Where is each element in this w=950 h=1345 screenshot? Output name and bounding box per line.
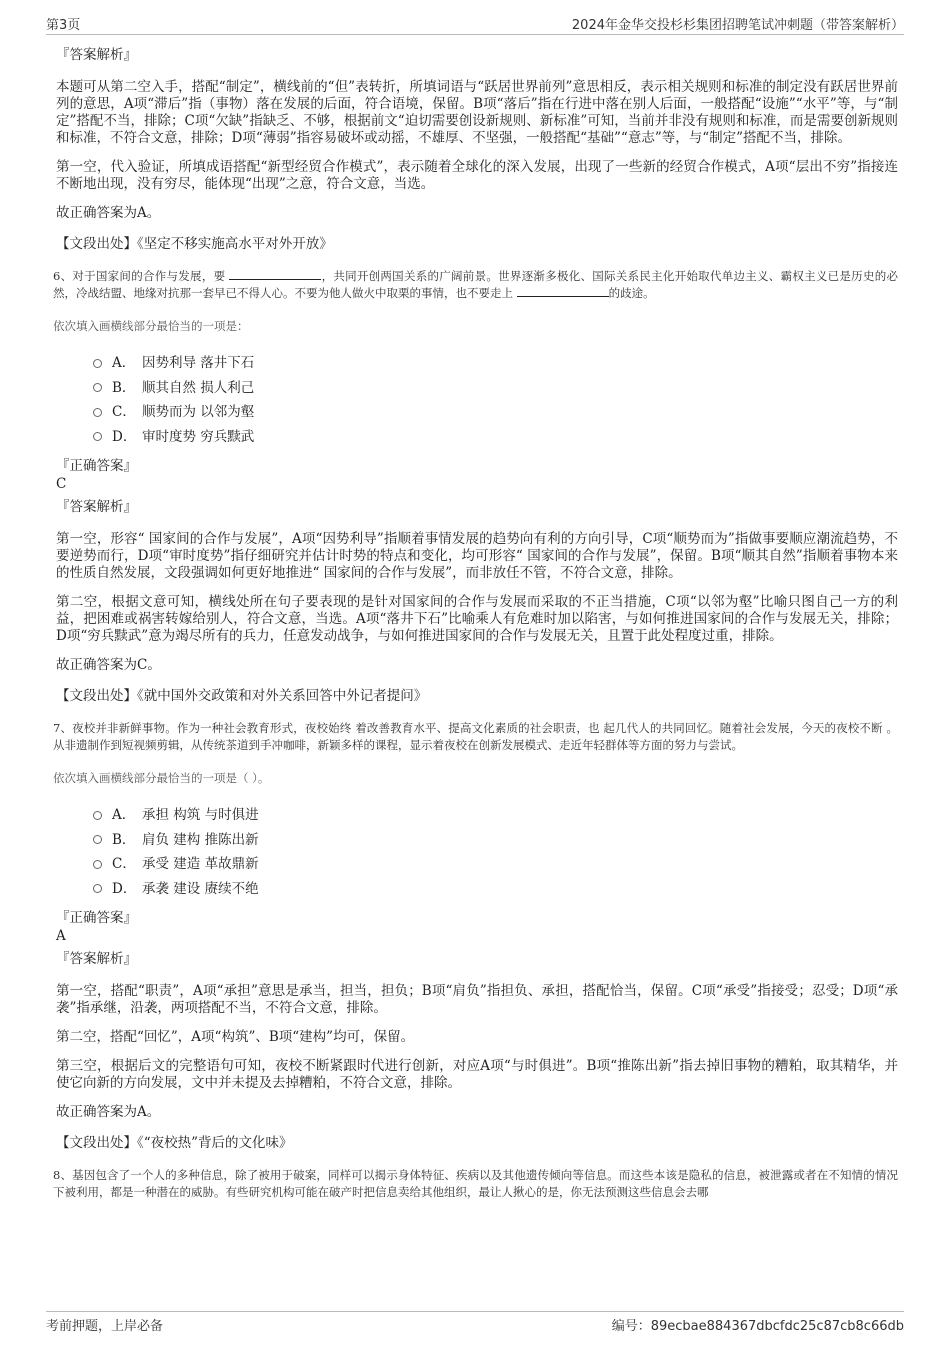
analysis-paragraph: 第一空，形容“ 国家间的合作与发展”，A项“因势利导”指顺着事情发展的趋势向有利的方向引导，C项“顺势而为”指做事要顺应潮流趋势，不要逆势而行，D项“审时度势”指仔细研究并估计时势的特点和变化，均可形容“ 国家间的合作与发展”，保留。B项“顺其自然”指顺着事物本来的性质自然发展，文段强调如何更好地推进“ 国家间的合作与发展”，而非放任不管，不符合文意，排除。 bbox=[56, 531, 898, 581]
question-7-prompt: 依次填入画横线部分最恰当的一项是（ ）。 bbox=[53, 771, 270, 785]
radio-icon[interactable] bbox=[93, 835, 102, 844]
option-a[interactable]: A． 因势利导 落井下石 bbox=[93, 351, 898, 376]
correct-answer: A bbox=[56, 928, 66, 944]
document-title: 2024年金华交投杉杉集团招聘笔试冲刺题（带答案解析） bbox=[571, 18, 904, 33]
radio-icon[interactable] bbox=[93, 359, 102, 368]
footer-slogan: 考前押题，上岸必备 bbox=[46, 1319, 164, 1334]
option-d[interactable]: D． 承袭 建设 赓续不绝 bbox=[93, 877, 898, 902]
question-6-options bbox=[93, 351, 898, 449]
analysis-label: 『答案解析』 bbox=[56, 47, 137, 63]
analysis-label: 『答案解析』 bbox=[56, 499, 137, 515]
source-citation: 【文段出处】《坚定不移实施高水平对外开放》 bbox=[56, 236, 333, 252]
page-number: 第3页 bbox=[46, 18, 81, 33]
analysis-paragraph: 第一空，代入验证，所填成语搭配“新型经贸合作模式”，表示随着全球化的深入发展，出现了一些新的经贸合作模式，A项“层出不穷”指接连不断地出现，没有穷尽，能体现“出现”之意，符合文意，当选。 bbox=[56, 159, 898, 192]
question-7-stem: 7、夜校并非新鲜事物。作为一种社会教育形式，夜校始终 着改善教育水平、提高文化素质的社会职责，也 起几代人的共同回忆。随着社会发展，今天的夜校不断 。从非遗制作到短视频剪辑，从传统茶道到手冲咖啡，新颖多样的课程，显示着夜校在创新发展模式、走近年轻群体等方面的努力与尝试。 bbox=[53, 721, 898, 752]
option-b[interactable]: B． 肩负 建构 推陈出新 bbox=[93, 828, 898, 853]
page-content bbox=[53, 40, 898, 1201]
question-8-stem: 8、基因包含了一个人的多种信息，除了被用于破案，同样可以揭示身体特征、疾病以及其他遗传倾向等信息。而这些本该是隐私的信息，被泄露或者在不知情的情况下被利用，都是一种潜在的威胁。有些研究机构可能在破产时把信息卖给其他组织，最让人揪心的是，你无法预测这些信息会去哪 bbox=[53, 1168, 898, 1199]
analysis-paragraph: 第二空，根据文意可知，横线处所在句子要表现的是针对国家间的合作与发展而采取的不正当措施，C项“以邻为壑”比喻只图自己一方的利益，把困难或祸害转嫁给别人，符合文意，当选。A项“落井下石”比喻乘人有危难时加以陷害，与如何推进国家间的合作与发展无关，排除；D项“穷兵黩武”意为竭尽所有的兵力，任意发动战争，与如何推进国家间的合作与发展无关，且置于此处程度过重，排除。 bbox=[56, 594, 898, 644]
analysis-paragraph: 第二空，搭配“回忆”，A项“构筑”、B项“建构”均可，保留。 bbox=[56, 1029, 415, 1045]
radio-icon[interactable] bbox=[93, 884, 102, 893]
blank-line bbox=[517, 286, 609, 297]
correct-answer-label: 『正确答案』 bbox=[56, 458, 137, 474]
radio-icon[interactable] bbox=[93, 408, 102, 417]
page-header bbox=[46, 12, 904, 35]
answer-conclusion: 故正确答案为A。 bbox=[56, 1104, 161, 1120]
correct-answer-label: 『正确答案』 bbox=[56, 910, 137, 926]
option-a[interactable]: A． 承担 构筑 与时俱进 bbox=[93, 803, 898, 828]
question-7-options bbox=[93, 803, 898, 901]
analysis-label: 『答案解析』 bbox=[56, 951, 137, 967]
answer-conclusion: 故正确答案为C。 bbox=[56, 657, 161, 673]
option-d[interactable]: D． 审时度势 穷兵黩武 bbox=[93, 425, 898, 450]
radio-icon[interactable] bbox=[93, 383, 102, 392]
radio-icon[interactable] bbox=[93, 860, 102, 869]
blank-line bbox=[229, 269, 321, 280]
option-c[interactable]: C． 承受 建造 革故鼎新 bbox=[93, 852, 898, 877]
option-b[interactable]: B． 顺其自然 损人利己 bbox=[93, 376, 898, 401]
answer-conclusion: 故正确答案为A。 bbox=[56, 205, 161, 221]
analysis-paragraph: 第一空，搭配“职责”，A项“承担”意思是承当，担当，担负；B项“肩负”指担负、承担，搭配恰当，保留。C项“承受”指接受；忍受；D项“承袭”指承继，沿袭，两项搭配不当，不符合文意，排除。 bbox=[56, 983, 898, 1016]
page-footer bbox=[46, 1311, 904, 1336]
source-citation: 【文段出处】《“夜校热”背后的文化味》 bbox=[56, 1135, 293, 1151]
option-c[interactable]: C． 顺势而为 以邻为壑 bbox=[93, 400, 898, 425]
radio-icon[interactable] bbox=[93, 432, 102, 441]
analysis-paragraph: 本题可从第二空入手，搭配“制定”，横线前的“但”表转折，所填词语与“跃居世界前列”意思相反，表示相关规则和标准的制定没有跃居世界前列的意思，A项“滞后”指（事物）落在发展的后面，符合语境，保留。B项“落后”指在行进中落在别人后面，一般搭配“设施”“水平”等，与“制定”搭配不当，排除；C项“欠缺”指缺乏、不够，根据前文“迫切需要创设新规则、新标准”可知，当前并非没有规则和标准，而是需要创新规则和标准，不符合文意，排除；D项“薄弱”指容易破坏或动摇，不雄厚、不坚强，一般搭配“基础”“意志”等，与“制定”搭配不当，排除。 bbox=[56, 79, 898, 146]
correct-answer: C bbox=[56, 476, 67, 492]
question-6-stem: 6、对于国家间的合作与发展，要 ，共同开创两国关系的广阔前景。世界逐渐多极化、国际关系民主化开始取代单边主义、霸权主义已是历史的必然，冷战结盟、地缘对抗那一套早已不得人心。不要为他人做火中取栗的事情，也不要走上 的歧途。 bbox=[53, 269, 898, 300]
analysis-paragraph: 第三空，根据后文的完整语句可知，夜校不断紧跟时代进行创新，对应A项“与时俱进”。B项“推陈出新”指去掉旧事物的糟粕，取其精华，并使它向新的方向发展，文中并未提及去掉糟粕，不符合文意，排除。 bbox=[56, 1058, 898, 1091]
document-id: 编号：89ecbae884367dbcfdc25c87cb8c66db bbox=[611, 1319, 904, 1334]
question-6-prompt: 依次填入画横线部分最恰当的一项是： bbox=[53, 319, 249, 333]
source-citation: 【文段出处】《就中国外交政策和对外关系回答中外记者提问》 bbox=[56, 688, 428, 704]
radio-icon[interactable] bbox=[93, 811, 102, 820]
